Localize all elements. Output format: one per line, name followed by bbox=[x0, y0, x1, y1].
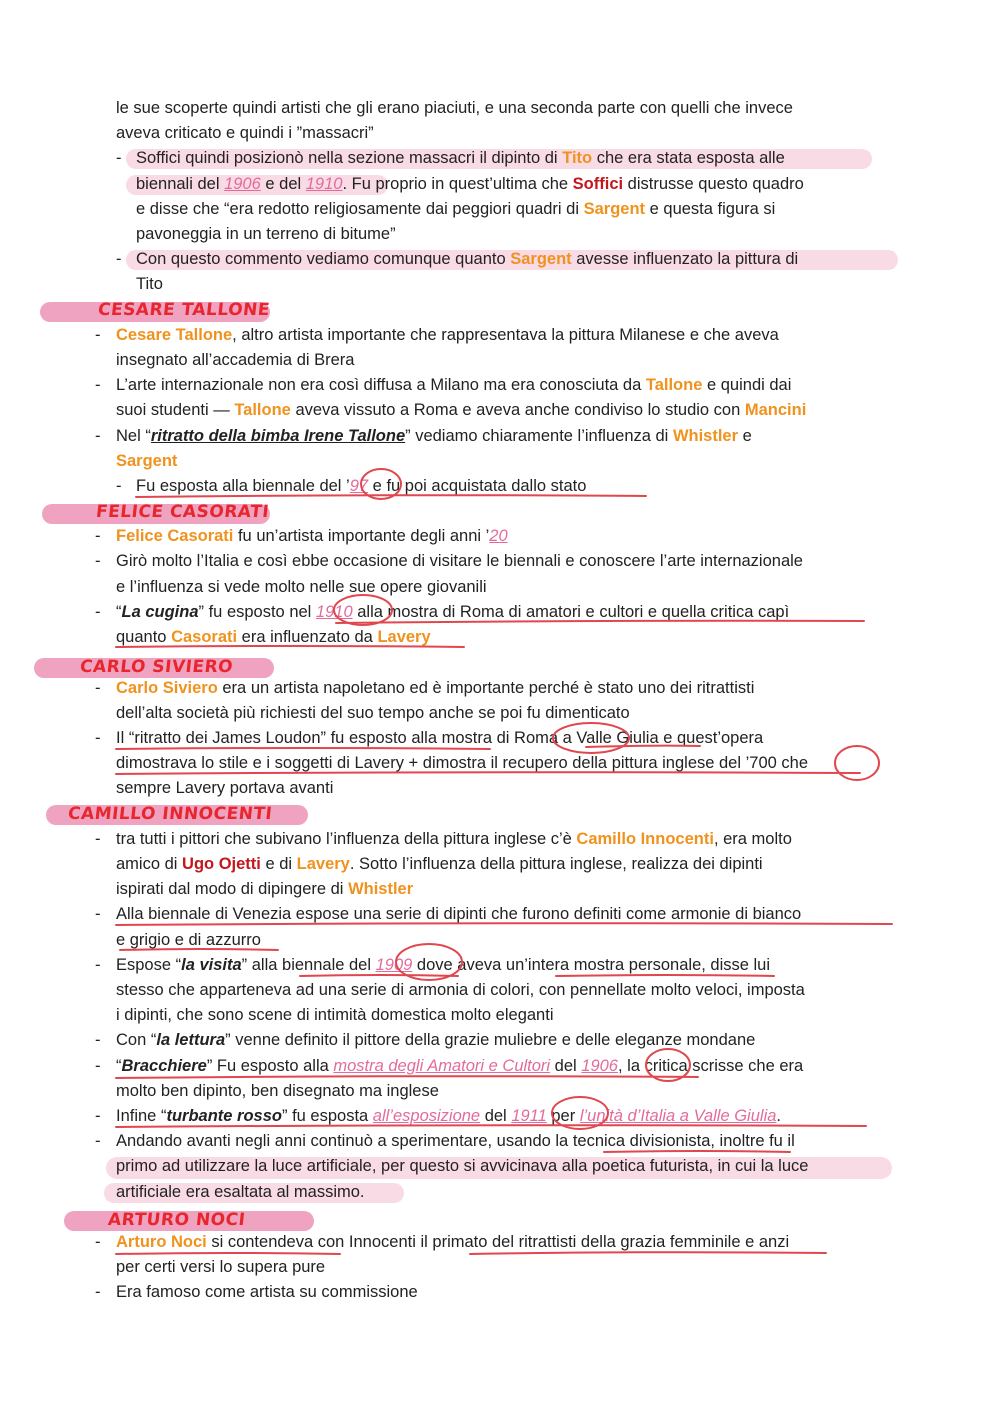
text-line: le sue scoperte quindi artisti che gli erano piaciuti, e una seconda parte con quelli che invece bbox=[116, 99, 793, 117]
list-item-cont: amico di Ugo Ojetti e di Lavery. Sotto l’influenza della pittura inglese, realizza dei dipinti bbox=[116, 855, 763, 873]
text-line: aveva criticato e quindi i ”massacri” bbox=[116, 124, 374, 143]
section-header-innocenti: CAMILLO INNOCENTI bbox=[66, 804, 274, 824]
dash-bullet: - bbox=[116, 477, 122, 495]
list-item: Girò molto l’Italia e così ebbe occasione di visitare le biennali e conoscere l’arte internazionale bbox=[116, 552, 803, 570]
dash-bullet: - bbox=[95, 679, 101, 697]
dash-bullet: - bbox=[116, 250, 122, 268]
list-item-cont: biennali del 1906 e del 1910. Fu proprio in quest’ultima che Soffici distrusse questo quadro bbox=[136, 175, 804, 193]
list-item: Espose “la visita” alla biennale del 1909 dove aveva un’intera mostra personale, disse lui bbox=[116, 956, 771, 974]
dash-bullet: - bbox=[95, 552, 101, 570]
dash-bullet: - bbox=[95, 1283, 101, 1301]
dash-bullet: - bbox=[95, 376, 101, 394]
section-header-noci: ARTURO NOCI bbox=[106, 1210, 247, 1230]
list-item: tra tutti i pittori che subivano l’influenza della pittura inglese c’è Camillo Innocenti, era molto bbox=[116, 830, 792, 848]
list-item-cont: Tito bbox=[136, 275, 163, 293]
list-item-cont: dell’alta società più richiesti del suo tempo anche se poi fu dimenticato bbox=[116, 704, 630, 722]
section-header-tallone: CESARE TALLONE bbox=[96, 300, 271, 320]
list-item: Andando avanti negli anni continuò a sperimentare, usando la tecnica divisionista, inoltre fu il bbox=[116, 1132, 795, 1150]
list-item-cont: stesso che apparteneva ad una serie di armonia di colori, con pennellate molto veloci, imposta bbox=[116, 981, 805, 999]
dash-bullet: - bbox=[116, 149, 122, 167]
list-item-cont: per certi versi lo supera pure bbox=[116, 1258, 326, 1276]
section-header-casorati: FELICE CASORATI bbox=[94, 502, 271, 522]
list-item: “Bracchiere” Fu esposto alla mostra degli Amatori e Cultori del 1906, la critica scrisse che era bbox=[116, 1057, 804, 1075]
dash-bullet: - bbox=[95, 956, 101, 974]
dash-bullet: - bbox=[95, 830, 101, 848]
dash-bullet: - bbox=[95, 1107, 101, 1125]
dash-bullet: - bbox=[95, 603, 101, 621]
list-item: Infine “turbante rosso” fu esposta all’esposizione del 1911 per l’unità d’Italia a Valle Giulia. bbox=[116, 1107, 782, 1125]
list-item: Felice Casorati fu un’artista importante degli anni ’20 bbox=[116, 527, 508, 545]
list-item-cont: e grigio e di azzurro bbox=[116, 931, 261, 949]
list-item: Con “la lettura” venne definito il pittore della grazie muliebre e delle eleganze mondane bbox=[116, 1031, 756, 1049]
list-item-cont: sempre Lavery portava avanti bbox=[116, 779, 334, 797]
list-item: Soffici quindi posizionò nella sezione massacri il dipinto di Tito che era stata esposta alle bbox=[136, 149, 785, 167]
dash-bullet: - bbox=[95, 326, 101, 344]
list-item: Era famoso come artista su commissione bbox=[116, 1283, 418, 1301]
list-item: Con questo commento vediamo comunque quanto Sargent avesse influenzato la pittura di bbox=[136, 250, 799, 268]
list-item-cont: i dipinti, che sono scene di intimità domestica molto eleganti bbox=[116, 1006, 554, 1024]
list-item: “La cugina” fu esposto nel 1910 alla mostra di Roma di amatori e cultori e quella critica capì bbox=[116, 603, 790, 621]
list-item-cont: artificiale era esaltata al massimo. bbox=[116, 1183, 365, 1201]
list-item: Il “ritratto dei James Loudon” fu esposto alla mostra di Roma a Valle Giulia e quest’opera bbox=[116, 729, 764, 747]
list-item-cont: quanto Casorati era influenzato da Lavery bbox=[116, 628, 431, 646]
intro-paragraph bbox=[116, 96, 906, 147]
list-item: Nel “ritratto della bimba Irene Tallone” vediamo chiaramente l’influenza di Whistler e bbox=[116, 427, 752, 445]
list-item: Cesare Tallone, altro artista importante che rappresentava la pittura Milanese e che aveva bbox=[116, 326, 779, 344]
dash-bullet: - bbox=[95, 729, 101, 747]
list-item-cont: insegnato all’accademia di Brera bbox=[116, 351, 355, 369]
list-item-cont: primo ad utilizzare la luce artificiale, per questo si avvicinava alla poetica futurista, in cui la luce bbox=[116, 1157, 809, 1175]
list-item-cont: e disse che “era redotto religiosamente dai peggiori quadri di Sargent e questa figura si bbox=[136, 200, 776, 218]
dash-bullet: - bbox=[95, 905, 101, 923]
dash-bullet: - bbox=[95, 1057, 101, 1075]
dash-bullet: - bbox=[95, 1233, 101, 1251]
dash-bullet: - bbox=[95, 427, 101, 445]
dash-bullet: - bbox=[95, 527, 101, 545]
list-item-cont: e l’influenza si vede molto nelle sue opere giovanili bbox=[116, 578, 487, 596]
section-header-siviero: CARLO SIVIERO bbox=[78, 657, 235, 677]
dash-bullet: - bbox=[95, 1132, 101, 1150]
list-item: Arturo Noci si contendeva con Innocenti il primato del ritrattisti della grazia femminile e anzi bbox=[116, 1233, 790, 1251]
list-item-cont: ispirati dal modo di dipingere di Whistler bbox=[116, 880, 414, 898]
list-item-cont: pavoneggia in un terreno di bitume” bbox=[136, 225, 396, 243]
list-item: Alla biennale di Venezia espose una serie di dipinti che furono definiti come armonie di bianco bbox=[116, 905, 802, 923]
list-item-cont: suoi studenti — Tallone aveva vissuto a Roma e aveva anche condiviso lo studio con Mancini bbox=[116, 401, 807, 419]
list-item: L’arte internazionale non era così diffusa a Milano ma era conosciuta da Tallone e quindi dai bbox=[116, 376, 792, 394]
list-item-cont: Sargent bbox=[116, 452, 178, 470]
list-item: Fu esposta alla biennale del ’97 e fu poi acquistata dallo stato bbox=[136, 477, 587, 495]
dash-bullet: - bbox=[95, 1031, 101, 1049]
circle-mark bbox=[835, 746, 879, 780]
list-item-cont: dimostrava lo stile e i soggetti di Lavery + dimostra il recupero della pittura inglese del ’700 che bbox=[116, 754, 808, 772]
list-item: Carlo Siviero era un artista napoletano ed è importante perché è stato uno dei ritrattisti bbox=[116, 679, 755, 697]
list-item-cont: molto ben dipinto, ben disegnato ma inglese bbox=[116, 1082, 439, 1100]
